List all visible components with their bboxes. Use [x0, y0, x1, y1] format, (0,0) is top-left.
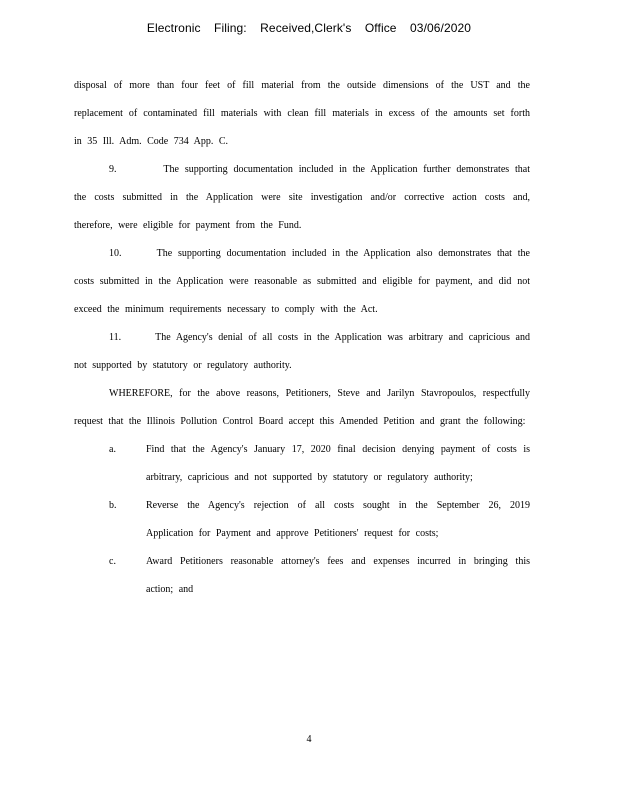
- list-marker: a.: [109, 444, 116, 455]
- filing-header: Electronic Filing: Received,Clerk's Office 03/06/2020: [146, 21, 472, 35]
- request-text: Award Petitioners reasonable attorney's fees and expenses incurred in bringing this action; and: [146, 556, 530, 595]
- paragraph-text: The supporting documentation included in the Application further demonstrates that the costs submitted in the Application were site investigation and/or corrective action costs and, therefore, were eligible for payment from the Fund.: [74, 164, 531, 231]
- paragraph-text: The Agency's denial of all costs in the Application was arbitrary and capricious and not supported by statutory or regulatory authority.: [74, 332, 530, 371]
- paragraph-10: [74, 240, 530, 324]
- paragraph-text: WHEREFORE, for the above reasons, Petitioners, Steve and Jarilyn Stavropoulos, respectfully request that the Illinois Pollution Control Board accept this Amended Petition and grant the following:: [74, 388, 530, 427]
- request-item-a: [74, 436, 530, 492]
- paragraph-text: The supporting documentation included in the Application also demonstrates that the costs submitted in the Application were reasonable as submitted and eligible for payment, and did not exceed the minimum requirements necessary to comply with the Act.: [74, 248, 530, 315]
- request-item-b: [74, 492, 530, 548]
- list-marker: c.: [109, 556, 116, 567]
- paragraph-11: [74, 324, 530, 380]
- list-marker: b.: [109, 500, 117, 511]
- paragraph-number: 9.: [109, 164, 117, 175]
- paragraph-number: 11.: [109, 332, 122, 343]
- paragraph-continuation: [74, 72, 530, 156]
- document-body: [74, 72, 530, 604]
- request-text: Reverse the Agency's rejection of all costs sought in the September 26, 2019 Application for Payment and approve Petitioners' request for costs;: [146, 500, 530, 539]
- paragraph-number: 10.: [109, 248, 122, 259]
- page-number: 4: [306, 734, 312, 745]
- paragraph-text: disposal of more than four feet of fill material from the outside dimensions of the UST and the replacement of contaminated fill materials with clean fill materials in excess of the amounts set forth in 35 Ill. Adm. Code 734 App. C.: [74, 80, 530, 147]
- request-item-c: [74, 548, 530, 604]
- wherefore-paragraph: [74, 380, 530, 436]
- paragraph-9: [74, 156, 530, 240]
- request-text: Find that the Agency's January 17, 2020 final decision denying payment of costs is arbitrary, capricious and not supported by statutory or regulatory authority;: [146, 444, 530, 483]
